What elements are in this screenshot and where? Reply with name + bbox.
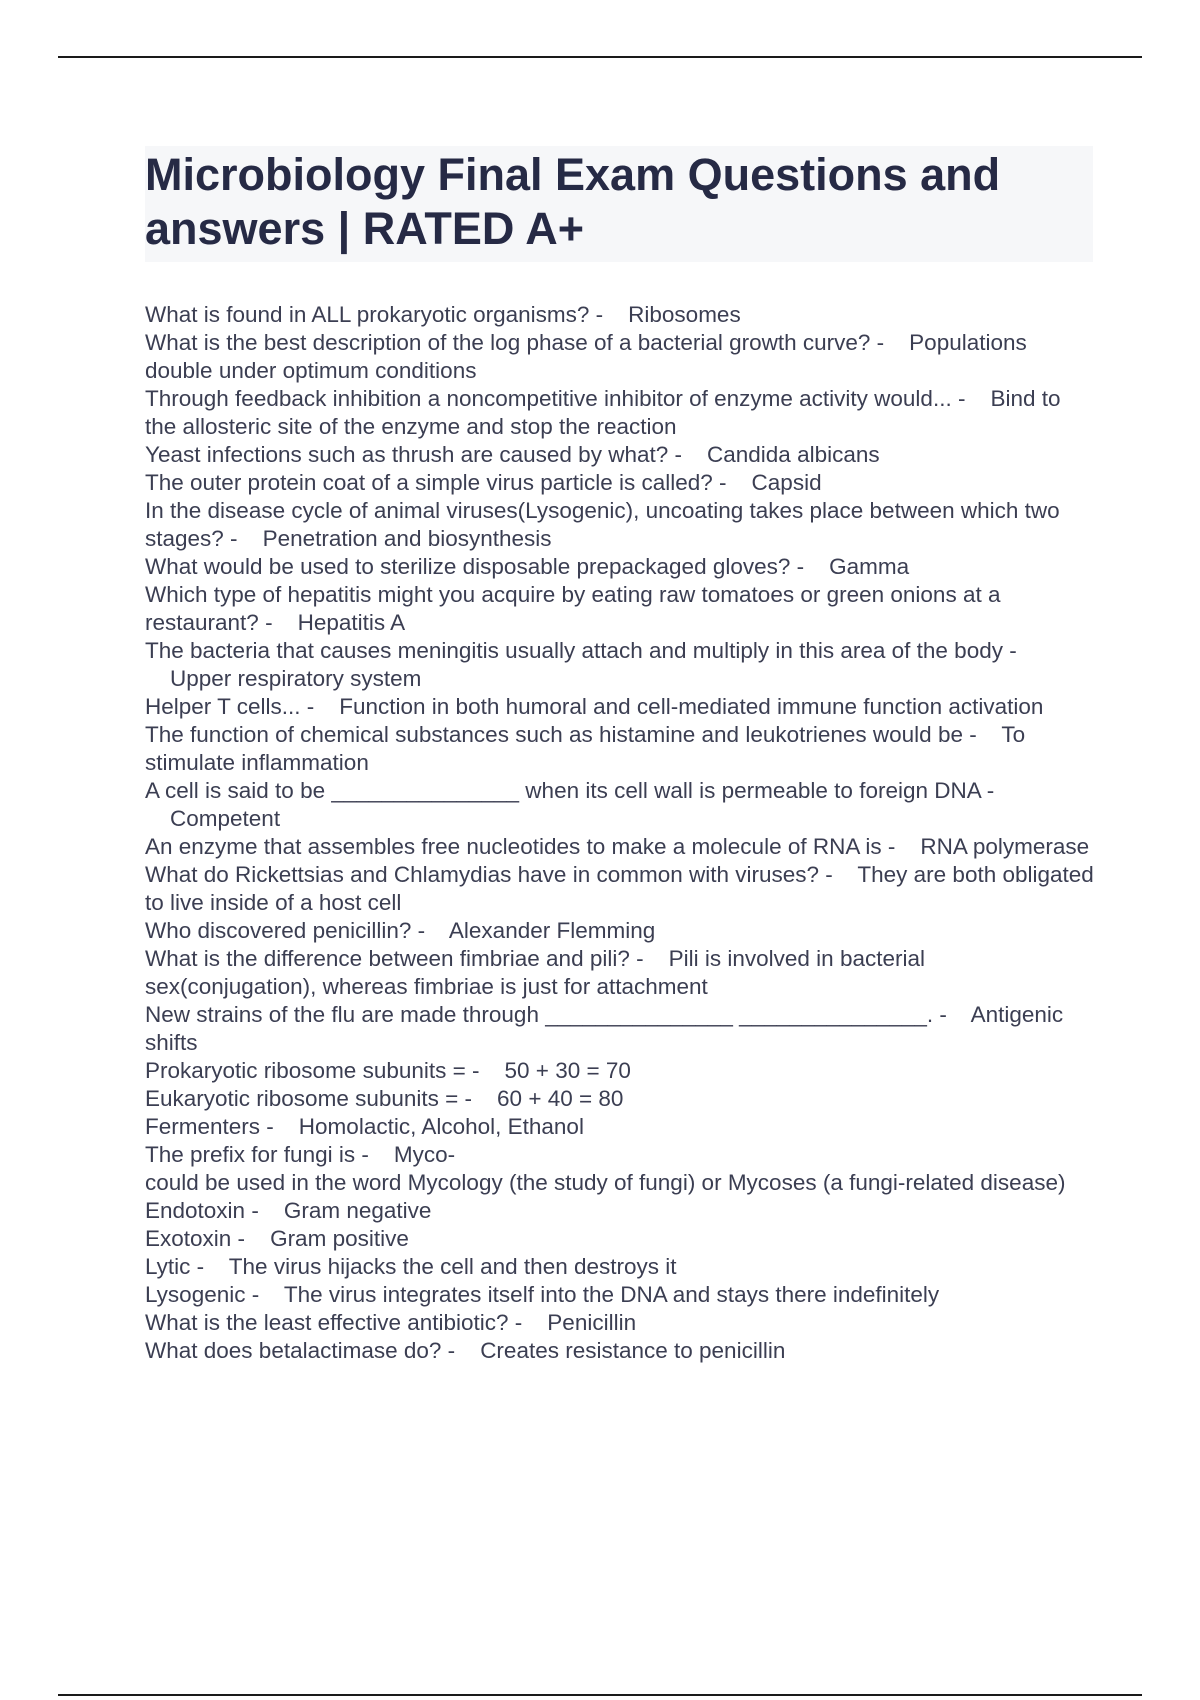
bottom-rule xyxy=(58,1694,1142,1696)
qa-item xyxy=(145,553,1095,581)
qa-item xyxy=(145,693,1095,721)
qa-item xyxy=(145,1141,1095,1197)
answer: Gram positive xyxy=(270,1226,409,1251)
question: New strains of the flu are made through _______________ _______________. - xyxy=(145,1002,947,1027)
question: A cell is said to be _______________ when its cell wall is permeable to foreign DNA - xyxy=(145,778,995,803)
qa-item xyxy=(145,469,1095,497)
answer: Antigenic shifts xyxy=(145,1002,1064,1055)
qa-item xyxy=(145,917,1095,945)
qa-item xyxy=(145,1197,1095,1225)
answer: Upper respiratory system xyxy=(170,666,422,691)
question: The bacteria that causes meningitis usually attach and multiply in this area of the body - xyxy=(145,638,1017,663)
answer: Bind to the allosteric site of the enzyme and stop the reaction xyxy=(145,386,1061,439)
qa-item xyxy=(145,1281,1095,1309)
answer: The virus integrates itself into the DNA and stays there indefinitely xyxy=(283,1282,940,1307)
question: What is the best description of the log phase of a bacterial growth curve? - xyxy=(145,330,885,355)
answer: Populations double under optimum conditions xyxy=(145,330,1027,383)
question: The prefix for fungi is - xyxy=(145,1142,369,1167)
qa-item xyxy=(145,581,1095,637)
answer: Candida albicans xyxy=(707,442,880,467)
qa-item xyxy=(145,721,1095,777)
answer: Ribosomes xyxy=(628,302,741,327)
question: What is found in ALL prokaryotic organisms? - xyxy=(145,302,604,327)
top-rule xyxy=(58,56,1142,58)
qa-item xyxy=(145,1253,1095,1281)
question: Prokaryotic ribosome subunits = - xyxy=(145,1058,480,1083)
question: What would be used to sterilize disposable prepackaged gloves? - xyxy=(145,554,805,579)
answer: Competent xyxy=(170,806,281,831)
qa-item xyxy=(145,1113,1095,1141)
answer: Penetration and biosynthesis xyxy=(262,526,552,551)
answer: 50 + 30 = 70 xyxy=(504,1058,631,1083)
answer: Pili is involved in bacterial sex(conjugation), whereas fimbriae is just for attachment xyxy=(145,946,925,999)
qa-item xyxy=(145,833,1095,861)
question: What do Rickettsias and Chlamydias have in common with viruses? - xyxy=(145,862,833,887)
question: Endotoxin - xyxy=(145,1198,259,1223)
answer: Penicillin xyxy=(547,1310,637,1335)
answer: They are both obligated to live inside of a host cell xyxy=(145,862,1094,915)
answer: Capsid xyxy=(751,470,822,495)
qa-item xyxy=(145,861,1095,917)
answer: Myco- xyxy=(393,1142,456,1167)
question: What is the least effective antibiotic? - xyxy=(145,1310,523,1335)
answer: Homolactic, Alcohol, Ethanol xyxy=(298,1114,584,1139)
qa-item xyxy=(145,385,1095,441)
qa-item xyxy=(145,301,1095,329)
qa-item xyxy=(145,1001,1095,1057)
question: An enzyme that assembles free nucleotides to make a molecule of RNA is - xyxy=(145,834,896,859)
answer: Hepatitis A xyxy=(297,610,406,635)
question: Helper T cells... - xyxy=(145,694,315,719)
qa-item xyxy=(145,637,1095,693)
answer: Creates resistance to penicillin xyxy=(480,1338,786,1363)
question: Fermenters - xyxy=(145,1114,274,1139)
qa-item xyxy=(145,329,1095,385)
qa-item xyxy=(145,945,1095,1001)
question: Lysogenic - xyxy=(145,1282,260,1307)
question: Eukaryotic ribosome subunits = - xyxy=(145,1086,473,1111)
question: What does betalactimase do? - xyxy=(145,1338,456,1363)
answer: 60 + 40 = 80 xyxy=(497,1086,624,1111)
answer: Gram negative xyxy=(283,1198,432,1223)
question: In the disease cycle of animal viruses(Lysogenic), uncoating takes place between which two stages? - xyxy=(145,498,1060,551)
qa-item xyxy=(145,1057,1095,1085)
answer: Alexander Flemming xyxy=(448,918,656,943)
answer: Function in both humoral and cell-mediated immune function activation xyxy=(339,694,1044,719)
question: The function of chemical substances such as histamine and leukotrienes would be - xyxy=(145,722,977,747)
question: Yeast infections such as thrush are caused by what? - xyxy=(145,442,682,467)
answer-continuation: could be used in the word Mycology (the study of fungi) or Mycoses (a fungi-related disease) xyxy=(145,1170,1066,1195)
qa-list xyxy=(145,301,1095,1365)
question: Through feedback inhibition a noncompetitive inhibitor of enzyme activity would... - xyxy=(145,386,966,411)
title-block xyxy=(145,146,1093,262)
question: Which type of hepatitis might you acquire by eating raw tomatoes or green onions at a restaurant? - xyxy=(145,582,1001,635)
question: What is the difference between fimbriae and pili? - xyxy=(145,946,644,971)
answer: To stimulate inflammation xyxy=(145,722,1026,775)
question: The outer protein coat of a simple virus particle is called? - xyxy=(145,470,727,495)
qa-item xyxy=(145,1225,1095,1253)
answer: RNA polymerase xyxy=(920,834,1090,859)
qa-item xyxy=(145,1085,1095,1113)
question: Exotoxin - xyxy=(145,1226,246,1251)
qa-item xyxy=(145,1309,1095,1337)
answer: The virus hijacks the cell and then destroys it xyxy=(228,1254,677,1279)
answer: Gamma xyxy=(829,554,910,579)
qa-item xyxy=(145,1337,1095,1365)
qa-item xyxy=(145,441,1095,469)
qa-item xyxy=(145,497,1095,553)
document-title: Microbiology Final Exam Questions and answers | RATED A+ xyxy=(145,149,1001,254)
question: Who discovered penicillin? - xyxy=(145,918,426,943)
qa-item xyxy=(145,777,1095,833)
question: Lytic - xyxy=(145,1254,205,1279)
